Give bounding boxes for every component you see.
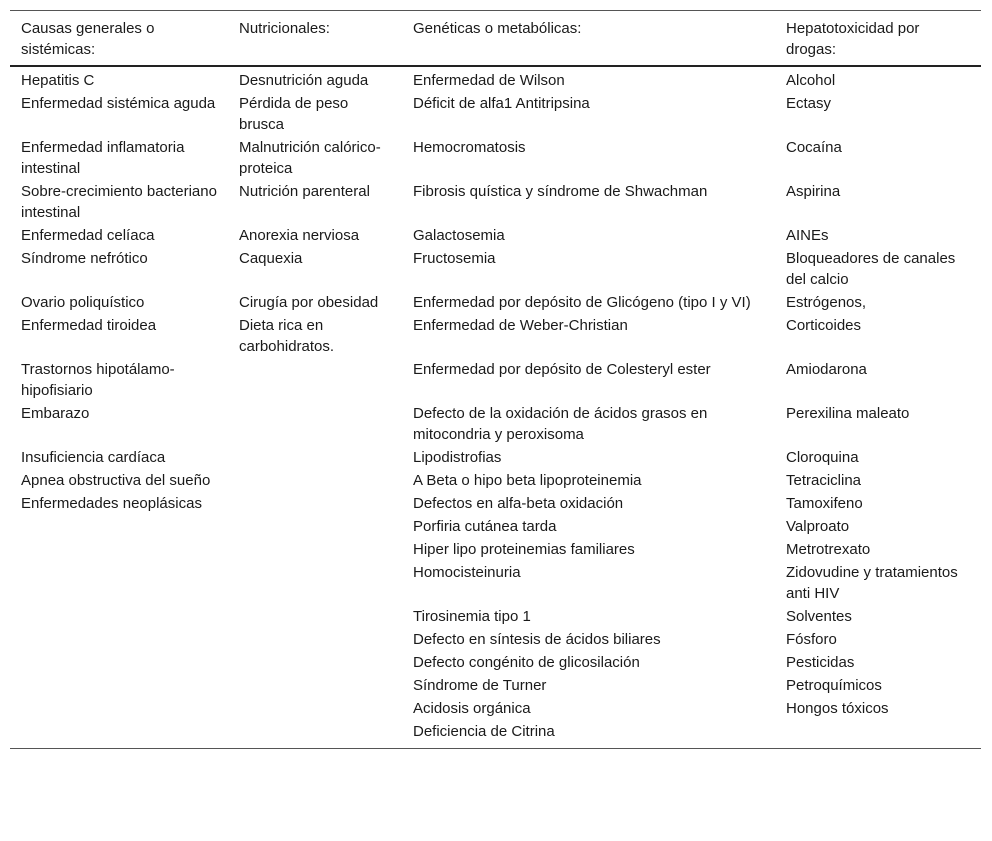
cell-genetic-metabolic: Fibrosis quística y síndrome de Shwachman xyxy=(413,183,708,200)
cell-genetic-metabolic: Lipodistrofias xyxy=(413,449,502,466)
cell-genetic-metabolic: Enfermedad de Wilson xyxy=(413,72,565,89)
cell-nutritional xyxy=(228,539,402,562)
table-row xyxy=(10,447,981,470)
cell-drug: Estrógenos, xyxy=(786,294,867,311)
cell-general-cause: Apnea obstructiva del sueño xyxy=(21,472,211,489)
header-general-causes: Causas generales o sistémicas: xyxy=(10,11,228,67)
table-row xyxy=(10,315,981,359)
cell-general-cause xyxy=(10,721,228,749)
cell-general-cause xyxy=(10,606,228,629)
cell-nutritional xyxy=(228,470,402,493)
cell-general-cause: Insuficiencia cardíaca xyxy=(21,449,166,466)
cell-nutritional: Anorexia nerviosa xyxy=(239,227,360,244)
cell-general-cause: Enfermedad tiroidea xyxy=(21,317,157,334)
header-row xyxy=(10,11,981,67)
cell-nutritional xyxy=(228,629,402,652)
header-nutritional: Nutricionales: xyxy=(228,11,402,67)
table-row xyxy=(10,539,981,562)
cell-drug: Corticoides xyxy=(786,317,862,334)
table-row xyxy=(10,675,981,698)
header-drug-hepatotoxicity: Hepatotoxicidad por drogas: xyxy=(775,11,981,67)
cell-general-cause: Trastornos hipotálamo-hipofisiario xyxy=(21,361,175,399)
cell-drug: Ectasy xyxy=(786,95,832,112)
cell-genetic-metabolic: Acidosis orgánica xyxy=(413,700,531,717)
header-genetic-metabolic: Genéticas o metabólicas: xyxy=(402,11,775,67)
cell-nutritional xyxy=(228,698,402,721)
cell-drug: Solventes xyxy=(786,608,852,625)
table-row xyxy=(10,698,981,721)
cell-drug: Cocaína xyxy=(786,139,842,156)
cell-nutritional: Desnutrición aguda xyxy=(239,72,369,89)
cell-genetic-metabolic: Fructosemia xyxy=(413,250,496,267)
cell-genetic-metabolic: Homocisteinuria xyxy=(413,564,521,581)
cell-drug: Bloqueadores de canales del calcio xyxy=(786,250,956,288)
cell-general-cause: Enfermedad inflamatoria intestinal xyxy=(21,139,185,177)
cell-drug: Tetraciclina xyxy=(786,472,862,489)
cell-nutritional xyxy=(228,493,402,516)
cell-general-cause: Enfermedad celíaca xyxy=(21,227,155,244)
cell-drug: Perexilina maleato xyxy=(786,405,910,422)
cell-nutritional: Cirugía por obesidad xyxy=(239,294,379,311)
causes-table xyxy=(10,10,981,749)
cell-nutritional: Malnutrición calórico-proteica xyxy=(239,139,381,177)
cell-genetic-metabolic: Defecto en síntesis de ácidos biliares xyxy=(413,631,661,648)
cell-genetic-metabolic: Enfermedad por depósito de Colesteryl ester xyxy=(413,361,711,378)
cell-nutritional: Pérdida de peso brusca xyxy=(239,95,349,133)
cell-drug: Amiodarona xyxy=(786,361,867,378)
cell-genetic-metabolic: Hemocromatosis xyxy=(413,139,526,156)
cell-nutritional xyxy=(228,403,402,447)
cell-nutritional xyxy=(228,359,402,403)
cell-general-cause: Enfermedades neoplásicas xyxy=(21,495,202,512)
table-row xyxy=(10,721,981,749)
table-row xyxy=(10,403,981,447)
table-container xyxy=(10,10,981,749)
cell-drug: Petroquímicos xyxy=(786,677,882,694)
table-row xyxy=(10,248,981,292)
cell-genetic-metabolic: A Beta o hipo beta lipoproteinemia xyxy=(413,472,642,489)
cell-nutritional: Dieta rica en carbohidratos. xyxy=(239,317,335,355)
table-row xyxy=(10,93,981,137)
table-row xyxy=(10,225,981,248)
cell-general-cause xyxy=(10,629,228,652)
cell-general-cause: Sobre-crecimiento bacteriano intestinal xyxy=(21,183,217,221)
table-row xyxy=(10,66,981,93)
cell-nutritional xyxy=(228,447,402,470)
cell-drug: AINEs xyxy=(786,227,829,244)
table-row xyxy=(10,493,981,516)
cell-drug: Fósforo xyxy=(786,631,837,648)
table-row xyxy=(10,292,981,315)
cell-nutritional xyxy=(228,562,402,606)
cell-genetic-metabolic: Hiper lipo proteinemias familiares xyxy=(413,541,635,558)
cell-nutritional xyxy=(228,516,402,539)
cell-drug: Valproato xyxy=(786,518,850,535)
table-row xyxy=(10,652,981,675)
table-row xyxy=(10,629,981,652)
cell-drug: Cloroquina xyxy=(786,449,859,466)
cell-genetic-metabolic: Enfermedad por depósito de Glicógeno (tipo I y VI) xyxy=(413,294,751,311)
cell-drug xyxy=(775,721,981,749)
cell-drug: Aspirina xyxy=(786,183,841,200)
cell-nutritional xyxy=(228,606,402,629)
cell-nutritional xyxy=(228,675,402,698)
cell-general-cause xyxy=(10,698,228,721)
table-row xyxy=(10,181,981,225)
cell-genetic-metabolic: Porfiria cutánea tarda xyxy=(413,518,557,535)
cell-nutritional: Caquexia xyxy=(239,250,303,267)
table-row xyxy=(10,562,981,606)
cell-general-cause: Enfermedad sistémica aguda xyxy=(21,95,216,112)
cell-general-cause xyxy=(10,562,228,606)
cell-genetic-metabolic: Síndrome de Turner xyxy=(413,677,547,694)
cell-genetic-metabolic: Galactosemia xyxy=(413,227,505,244)
cell-genetic-metabolic: Defectos en alfa-beta oxidación xyxy=(413,495,624,512)
cell-general-cause xyxy=(10,539,228,562)
cell-general-cause: Embarazo xyxy=(21,405,90,422)
table-body xyxy=(10,66,981,749)
table-row xyxy=(10,606,981,629)
table-row xyxy=(10,359,981,403)
cell-genetic-metabolic: Deficiencia de Citrina xyxy=(413,723,555,740)
cell-genetic-metabolic: Tirosinemia tipo 1 xyxy=(413,608,531,625)
cell-genetic-metabolic: Defecto congénito de glicosilación xyxy=(413,654,640,671)
cell-drug: Tamoxifeno xyxy=(786,495,863,512)
cell-drug: Hongos tóxicos xyxy=(786,700,889,717)
cell-general-cause: Hepatitis C xyxy=(21,72,95,89)
cell-nutritional xyxy=(228,652,402,675)
table-row xyxy=(10,470,981,493)
cell-general-cause xyxy=(10,516,228,539)
cell-nutritional xyxy=(228,721,402,749)
cell-general-cause: Ovario poliquístico xyxy=(21,294,145,311)
cell-nutritional: Nutrición parenteral xyxy=(239,183,370,200)
table-row xyxy=(10,516,981,539)
table-header xyxy=(10,11,981,67)
cell-drug: Zidovudine y tratamientos anti HIV xyxy=(786,564,958,602)
cell-general-cause xyxy=(10,652,228,675)
cell-general-cause xyxy=(10,675,228,698)
cell-general-cause: Síndrome nefrótico xyxy=(21,250,148,267)
cell-genetic-metabolic: Defecto de la oxidación de ácidos grasos en mitocondria y peroxisoma xyxy=(413,405,708,443)
cell-drug: Pesticidas xyxy=(786,654,855,671)
cell-drug: Alcohol xyxy=(786,72,836,89)
table-row xyxy=(10,137,981,181)
cell-genetic-metabolic: Déficit de alfa1 Antitripsina xyxy=(413,95,590,112)
cell-genetic-metabolic: Enfermedad de Weber-Christian xyxy=(413,317,628,334)
cell-drug: Metrotrexato xyxy=(786,541,871,558)
